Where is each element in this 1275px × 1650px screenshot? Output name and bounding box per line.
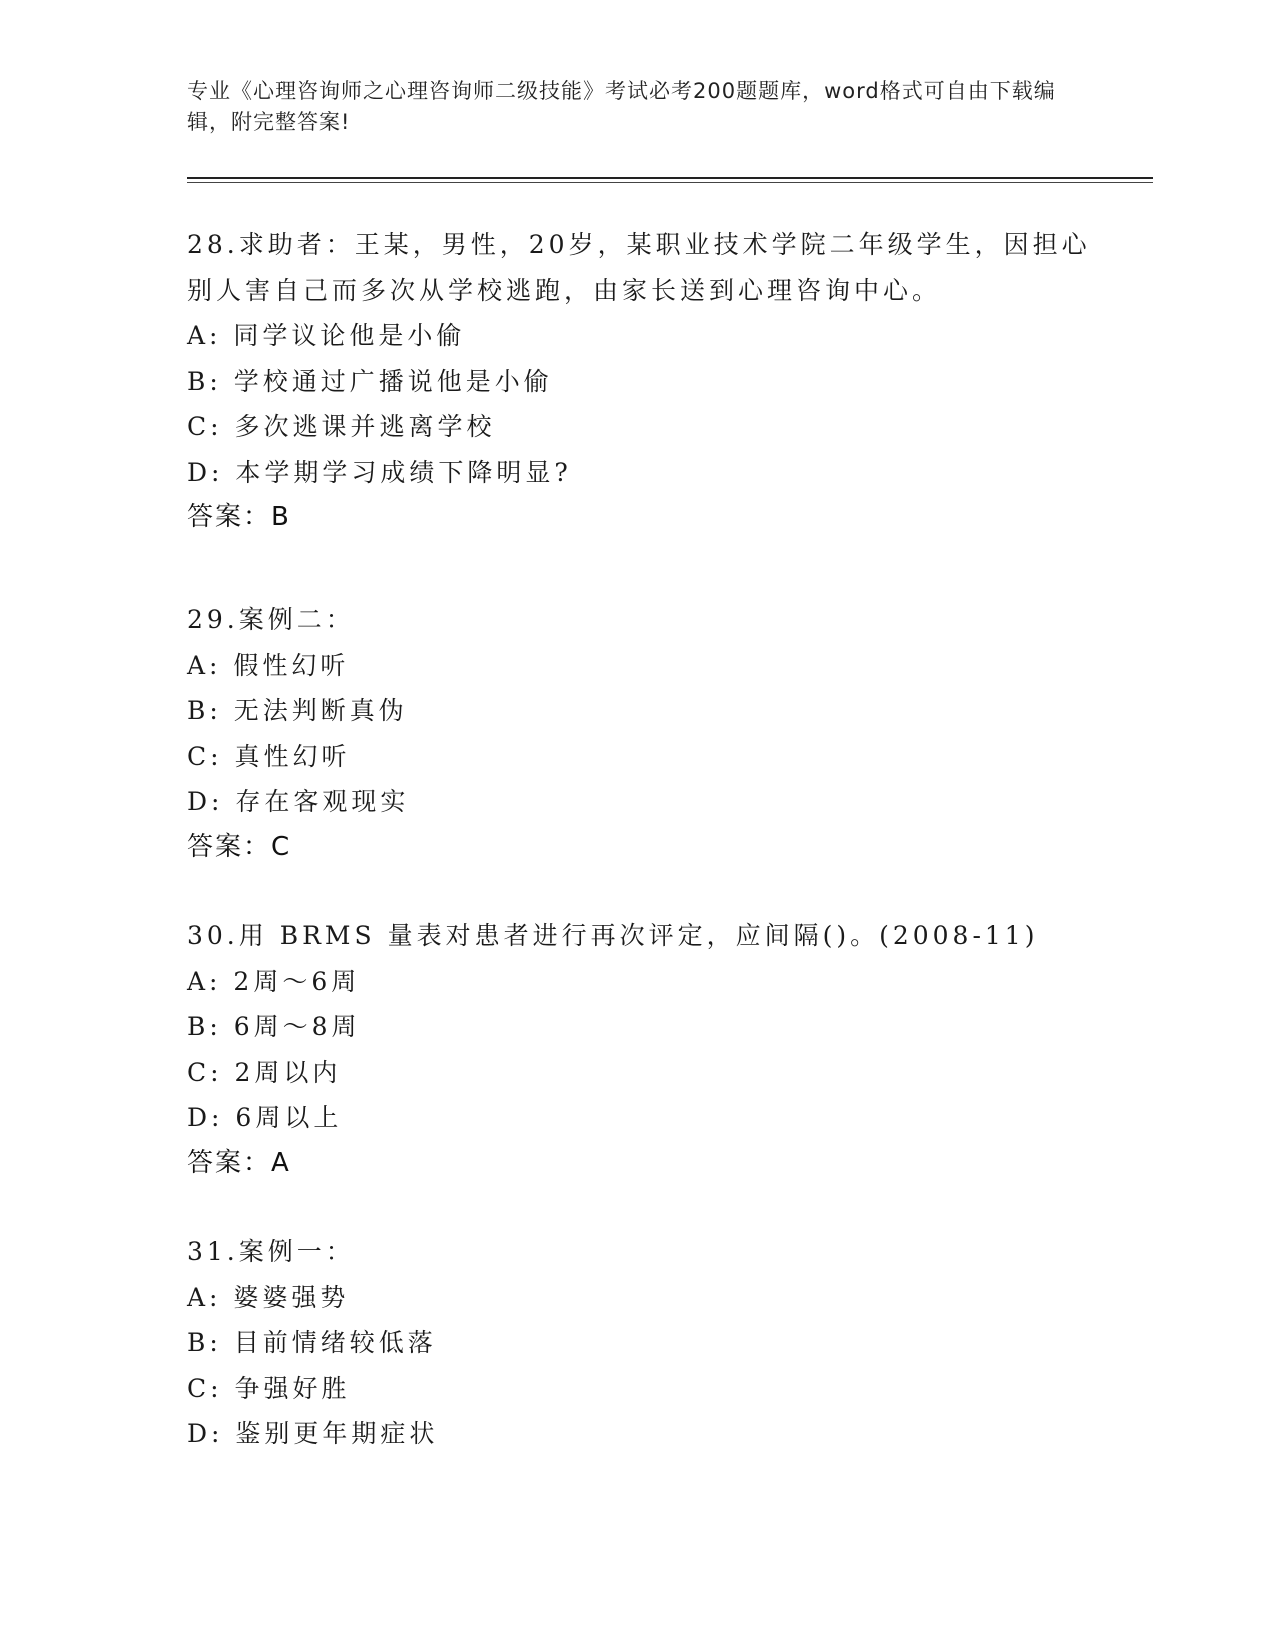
question-30 <box>187 913 1087 1186</box>
question-stem: 28.求助者：王某，男性，20岁，某职业技术学院二年级学生，因担心 <box>187 230 1091 259</box>
question-28 <box>187 222 1091 541</box>
option-a: A: 2周～6周 <box>187 966 361 996</box>
question-31 <box>187 1229 1087 1457</box>
option-a: A: 同学议论他是小偷 <box>187 321 466 350</box>
option-d: D: 存在客观现实 <box>187 787 410 816</box>
option-c: C: 争强好胜 <box>187 1373 351 1403</box>
option-c: C: 2周以内 <box>187 1057 342 1087</box>
option-d: D: 6周以上 <box>187 1103 343 1132</box>
question-stem: 29.案例二： <box>187 605 355 634</box>
answer-label: 答案：C <box>187 831 292 862</box>
option-c: C: 真性幻听 <box>187 741 351 771</box>
option-b: B: 6周～8周 <box>187 1012 361 1041</box>
option-a: A: 假性幻听 <box>187 650 350 680</box>
option-b: B: 学校通过广播说他是小偷 <box>187 366 553 396</box>
option-c: C: 多次逃课并逃离学校 <box>187 412 496 441</box>
question-stem: 31.案例一： <box>187 1237 355 1266</box>
option-b: B: 目前情绪较低落 <box>187 1328 437 1357</box>
option-d: D: 本学期学习成绩下降明显? <box>187 457 572 487</box>
question-stem: 30.用 BRMS 量表对患者进行再次评定，应间隔()。(2008-11) <box>187 921 1039 950</box>
header-rule-thick <box>187 177 1153 179</box>
question-29 <box>187 597 1087 870</box>
answer-label: 答案：A <box>187 1147 291 1178</box>
answer-label: 答案：B <box>187 502 291 532</box>
question-stem-continued: 别人害自己而多次从学校逃跑，由家长送到心理咨询中心。 <box>187 275 942 305</box>
header-rule-thin <box>187 182 1153 183</box>
option-a: A: 婆婆强势 <box>187 1282 350 1312</box>
option-d: D: 鉴别更年期症状 <box>187 1419 439 1448</box>
document-header: 专业《心理咨询师之心理咨询师二级技能》考试必考200题题库，word格式可自由下载编辑，附完整答案! <box>187 79 1056 134</box>
option-b: B: 无法判断真伪 <box>187 696 408 725</box>
